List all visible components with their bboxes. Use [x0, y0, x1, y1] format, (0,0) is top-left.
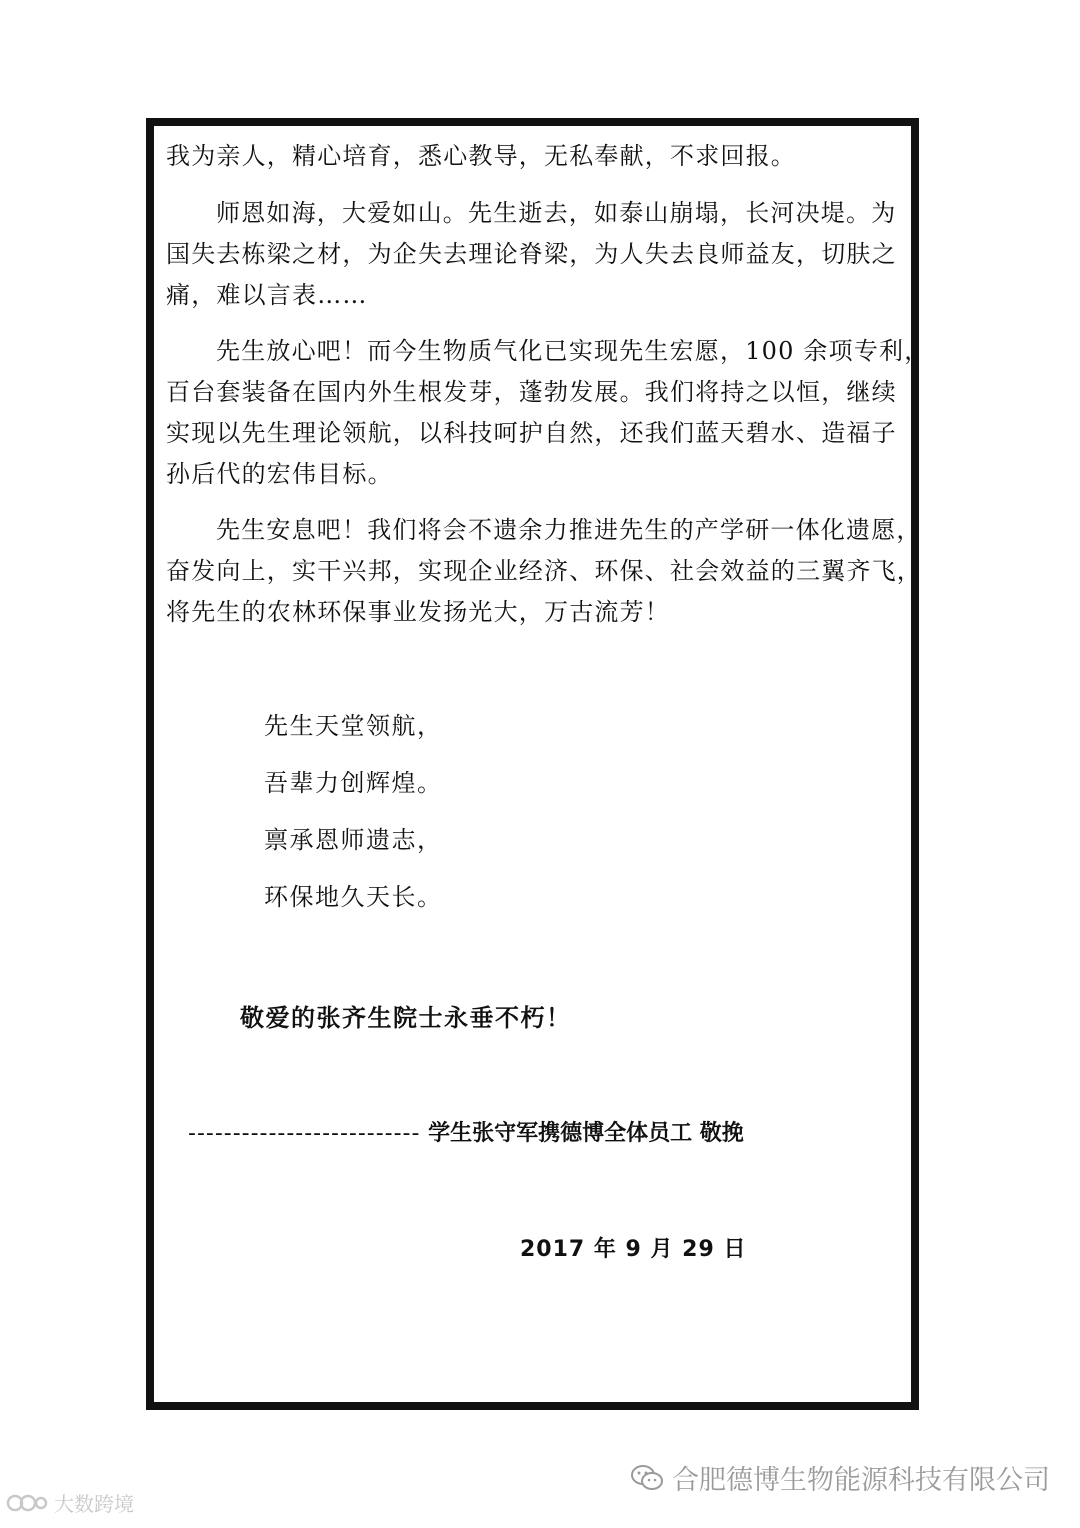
text-line: 孙后代的宏伟目标。	[166, 460, 393, 488]
text-line: 先生放心吧！而今生物质气化已实现先生宏愿，100 余项专利，	[216, 337, 930, 365]
text-line: 先生安息吧！我们将会不遗余力推进先生的产学研一体化遗愿，	[216, 516, 922, 544]
tribute-line: 敬爱的张齐生院士永垂不朽！	[240, 1004, 572, 1032]
text-line: 我为亲人，精心培育，悉心教导，无私奉献，不求回报。	[166, 142, 796, 170]
paragraph-2	[166, 193, 911, 316]
signature	[188, 1116, 908, 1147]
watermark-left	[6, 1488, 134, 1517]
paragraph-4	[166, 510, 922, 633]
wechat-icon	[630, 1463, 664, 1493]
text-line: 奋发向上，实干兴邦，实现企业经济、环保、社会效益的三翼齐飞，	[166, 557, 922, 585]
text-line: 实现以先生理论领航，以科技呵护自然，还我们蓝天碧水、造福子	[166, 419, 897, 447]
date: 2017 年 9 月 29 日	[520, 1237, 747, 1262]
text-line: 百台套装备在国内外生根发芽，蓬勃发展。我们将持之以恒，继续	[166, 378, 897, 406]
paragraph-3	[166, 331, 930, 495]
text-line: 痛，难以言表……	[166, 281, 368, 309]
watermark-right	[630, 1458, 1050, 1497]
watermark-logo-icon	[6, 1490, 48, 1516]
poem-line: 环保地久天长。	[264, 883, 443, 911]
paragraph-1	[166, 136, 911, 177]
memorial-poem	[264, 698, 443, 926]
signature-dashes: --------------------------	[188, 1121, 421, 1146]
watermark-left-text: 大数跨境	[54, 1492, 134, 1516]
poem-line: 禀承恩师遗志，	[264, 826, 443, 854]
text-line: 国失去栋梁之材，为企失去理论脊梁，为人失去良师益友，切肤之	[166, 240, 897, 268]
signature-text: 学生张守军携德博全体员工 敬挽	[420, 1121, 744, 1146]
text-line: 将先生的农林环保事业发扬光大，万古流芳！	[166, 598, 670, 626]
watermark-right-text: 合肥德博生物能源科技有限公司	[672, 1465, 1050, 1496]
text-line: 师恩如海，大爱如山。先生逝去，如泰山崩塌，长河决堤。为	[216, 199, 897, 227]
poem-line: 先生天堂领航，	[264, 712, 443, 740]
poem-line: 吾辈力创辉煌。	[264, 769, 443, 797]
